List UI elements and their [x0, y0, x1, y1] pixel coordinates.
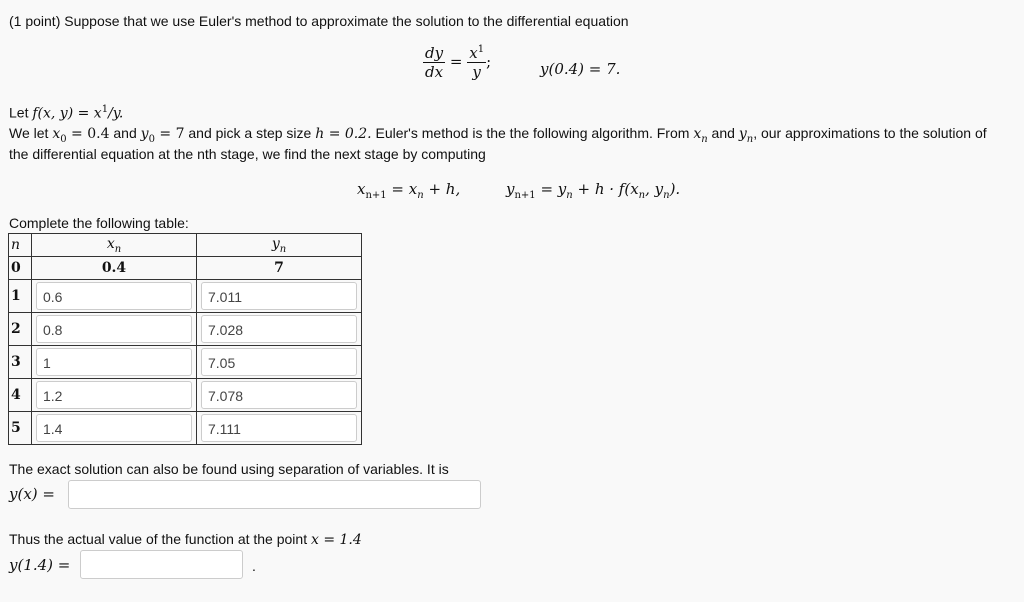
x-input[interactable]: 0.8: [36, 315, 192, 343]
m: ).: [669, 180, 681, 198]
text: Euler's method is the the following algorithm. From: [371, 125, 694, 141]
row-n: 3: [9, 346, 32, 379]
let-math: f(x, y) = x: [32, 105, 102, 122]
hy: y: [271, 235, 280, 252]
sub: n: [746, 133, 754, 145]
sub: 0: [60, 133, 67, 145]
y-update-formula: [506, 180, 680, 201]
hsub: n: [279, 243, 287, 255]
hx: x: [106, 235, 115, 252]
let-tail: /y.: [108, 105, 124, 122]
sub: n+1: [514, 190, 536, 201]
eq-sign: =: [449, 52, 463, 71]
rhs-num: x: [469, 44, 478, 62]
sub: 0: [148, 133, 155, 145]
row-n: 1: [9, 280, 32, 313]
differential-equation: [423, 44, 491, 81]
row-n: 4: [9, 379, 32, 412]
y-input[interactable]: 7.011: [201, 282, 357, 310]
m: + h,: [423, 180, 461, 198]
header-n: n: [9, 234, 32, 257]
math: y: [738, 126, 747, 142]
sub: n+1: [365, 190, 387, 201]
text: and: [109, 125, 141, 141]
math: = 0.4: [66, 126, 110, 142]
table-row: [9, 346, 362, 379]
table-row: [9, 379, 362, 412]
text: , our approximations to the solution of: [753, 125, 987, 141]
y-input[interactable]: 7.05: [201, 348, 357, 376]
header-x: [32, 234, 197, 257]
text: and: [707, 125, 739, 141]
text: Thus the actual value of the function at the point: [9, 531, 311, 547]
row-n: 2: [9, 313, 32, 346]
exact-solution-text: The exact solution can also be found using separation of variables. It is: [9, 461, 449, 477]
m: , y: [645, 180, 664, 198]
yx-input[interactable]: [68, 480, 481, 509]
initial-condition: y(0.4) = 7.: [540, 60, 621, 78]
table-header: [9, 234, 362, 257]
table-row: [9, 280, 362, 313]
table-row: [9, 412, 362, 445]
x-input[interactable]: 1.2: [36, 381, 192, 409]
m: y: [506, 180, 515, 198]
sub: n: [417, 190, 424, 201]
let-f-line: [9, 104, 123, 122]
math: x: [52, 126, 61, 142]
eq-den: dx: [425, 63, 444, 81]
step-line-2: the differential equation at the nth stage, we find the next stage by computing: [9, 146, 486, 162]
let-text: Let: [9, 104, 33, 121]
x-input[interactable]: 0.6: [36, 282, 192, 310]
math: y: [140, 126, 149, 142]
eq-num: dy: [425, 44, 444, 62]
table-label: Complete the following table:: [9, 215, 189, 231]
x-input[interactable]: 1.4: [36, 414, 192, 442]
rhs-sup: 1: [477, 44, 485, 55]
x-update-formula: [357, 180, 460, 201]
hsub: n: [114, 243, 122, 255]
header-y: [197, 234, 362, 257]
m: = y: [535, 180, 567, 198]
row-n: 0: [9, 257, 32, 280]
text: We let: [9, 125, 53, 141]
y14-label: y(1.4) =: [9, 556, 71, 574]
m: x: [357, 180, 366, 198]
rhs-den: y: [472, 63, 481, 81]
math: x: [693, 126, 702, 142]
x-input[interactable]: 1: [36, 348, 192, 376]
step-line: [9, 125, 987, 145]
sub: n: [663, 190, 670, 201]
actual-value-text: [9, 531, 362, 548]
math: = 7: [154, 126, 185, 142]
y-input[interactable]: 7.111: [201, 414, 357, 442]
sub: n: [638, 190, 646, 201]
y14-input[interactable]: [80, 550, 243, 579]
y-input[interactable]: 7.028: [201, 315, 357, 343]
problem-intro: (1 point) Suppose that we use Euler's method to approximate the solution to the differential equation: [9, 13, 629, 29]
row-y: 7: [197, 257, 362, 280]
yx-label: y(x) =: [9, 485, 55, 503]
table-row: [9, 313, 362, 346]
sub: n: [566, 190, 573, 201]
row-n: 5: [9, 412, 32, 445]
row-x: 0.4: [32, 257, 197, 280]
euler-table: [8, 233, 362, 445]
table-row-0: [9, 257, 362, 280]
math: h = 0.2.: [315, 126, 372, 142]
eq-sep: ;: [486, 52, 492, 71]
m: = x: [386, 180, 418, 198]
y-input[interactable]: 7.078: [201, 381, 357, 409]
let-sup: 1: [101, 104, 109, 115]
text: and pick a step size: [184, 125, 316, 141]
m: + h · f(x: [572, 180, 639, 198]
math: x = 1.4: [310, 532, 362, 548]
period: .: [252, 558, 256, 574]
sub: n: [701, 133, 708, 145]
